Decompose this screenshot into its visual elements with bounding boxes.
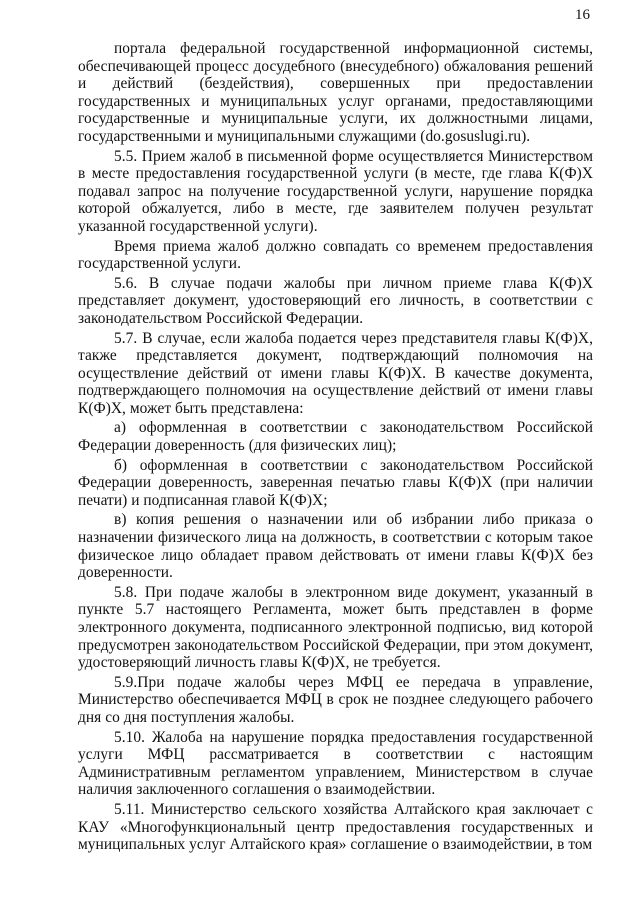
- paragraph-5-10: 5.10. Жалоба на нарушение порядка предоставления государственной услуги МФЦ рассматривается в соответствии с настоящим Административным регламентом управлением, Министерством в случае наличия заключенного соглашения о взаимодействии.: [78, 728, 593, 799]
- document-body: [78, 40, 593, 856]
- list-item-b: б) оформленная в соответствии с законодательством Российской Федерации доверенность, заверенная печатью главы К(Ф)Х (при наличии печати) и подписанная главой К(Ф)Х;: [78, 456, 593, 509]
- paragraph-5-9: 5.9.При подаче жалобы через МФЦ ее передача в управление, Министерство обеспечивается МФЦ в срок не позднее следующего рабочего дня со дня поступления жалобы.: [78, 673, 593, 726]
- page-number: 16: [575, 7, 590, 23]
- paragraph-5-5: 5.5. Прием жалоб в письменной форме осуществляется Министерством в месте предоставления государственной услуги (в месте, где глава К(Ф)Х подавал запрос на получение государственной услуги, нарушение порядка которой обжалуется, либо в месте, где заявителем получен результат указанной государственной услуги).: [78, 147, 593, 235]
- list-item-v: в) копия решения о назначении или об избрании либо приказа о назначении физического лица на должность, в соответствии с которым такое физическое лицо обладает правом действовать от имени главы К(Ф)Х без доверенности.: [78, 511, 593, 582]
- paragraph-5-7: 5.7. В случае, если жалоба подается через представителя главы К(Ф)Х, также представляется документ, подтверждающий полномочия на осуществление действий от имени главы К(Ф)Х. В качестве документа, подтверждающего полномочия на осуществление действий от имени главы К(Ф)Х, может быть представлена:: [78, 329, 593, 417]
- paragraph-5-11: 5.11. Министерство сельского хозяйства Алтайского края заключает с КАУ «Многофункциональный центр предоставления государственных и муниципальных услуг Алтайского края» соглашение о взаимодействии, в том: [78, 800, 593, 854]
- paragraph-5-6: 5.6. В случае подачи жалобы при личном приеме глава К(Ф)Х представляет документ, удостоверяющий его личность, в соответствии с законодательством Российской Федерации.: [78, 274, 593, 327]
- list-item-a: а) оформленная в соответствии с законодательством Российской Федерации доверенность (для физических лиц);: [78, 419, 593, 455]
- paragraph-continuation: портала федеральной государственной информационной системы, обеспечивающей процесс досудебного (внесудебного) обжалования решений и действий (бездействия), совершенных при предоставлении государственных и муниципальных услуг органами, предоставляющими государственные и муниципальные услуги, их должностными лицами, государственными и муниципальными служащими (do.gosuslugi.ru).: [78, 40, 593, 145]
- paragraph-reception-time: Время приема жалоб должно совпадать со временем предоставления государственной услуги.: [78, 237, 593, 273]
- paragraph-5-8: 5.8. При подаче жалобы в электронном виде документ, указанный в пункте 5.7 настоящего Регламента, может быть представлен в форме электронного документа, подписанного электронной подписью, вид которой предусмотрен законодательством Российской Федерации, при этом документ, удостоверяющий личность главы К(Ф)Х, не требуется.: [78, 583, 593, 672]
